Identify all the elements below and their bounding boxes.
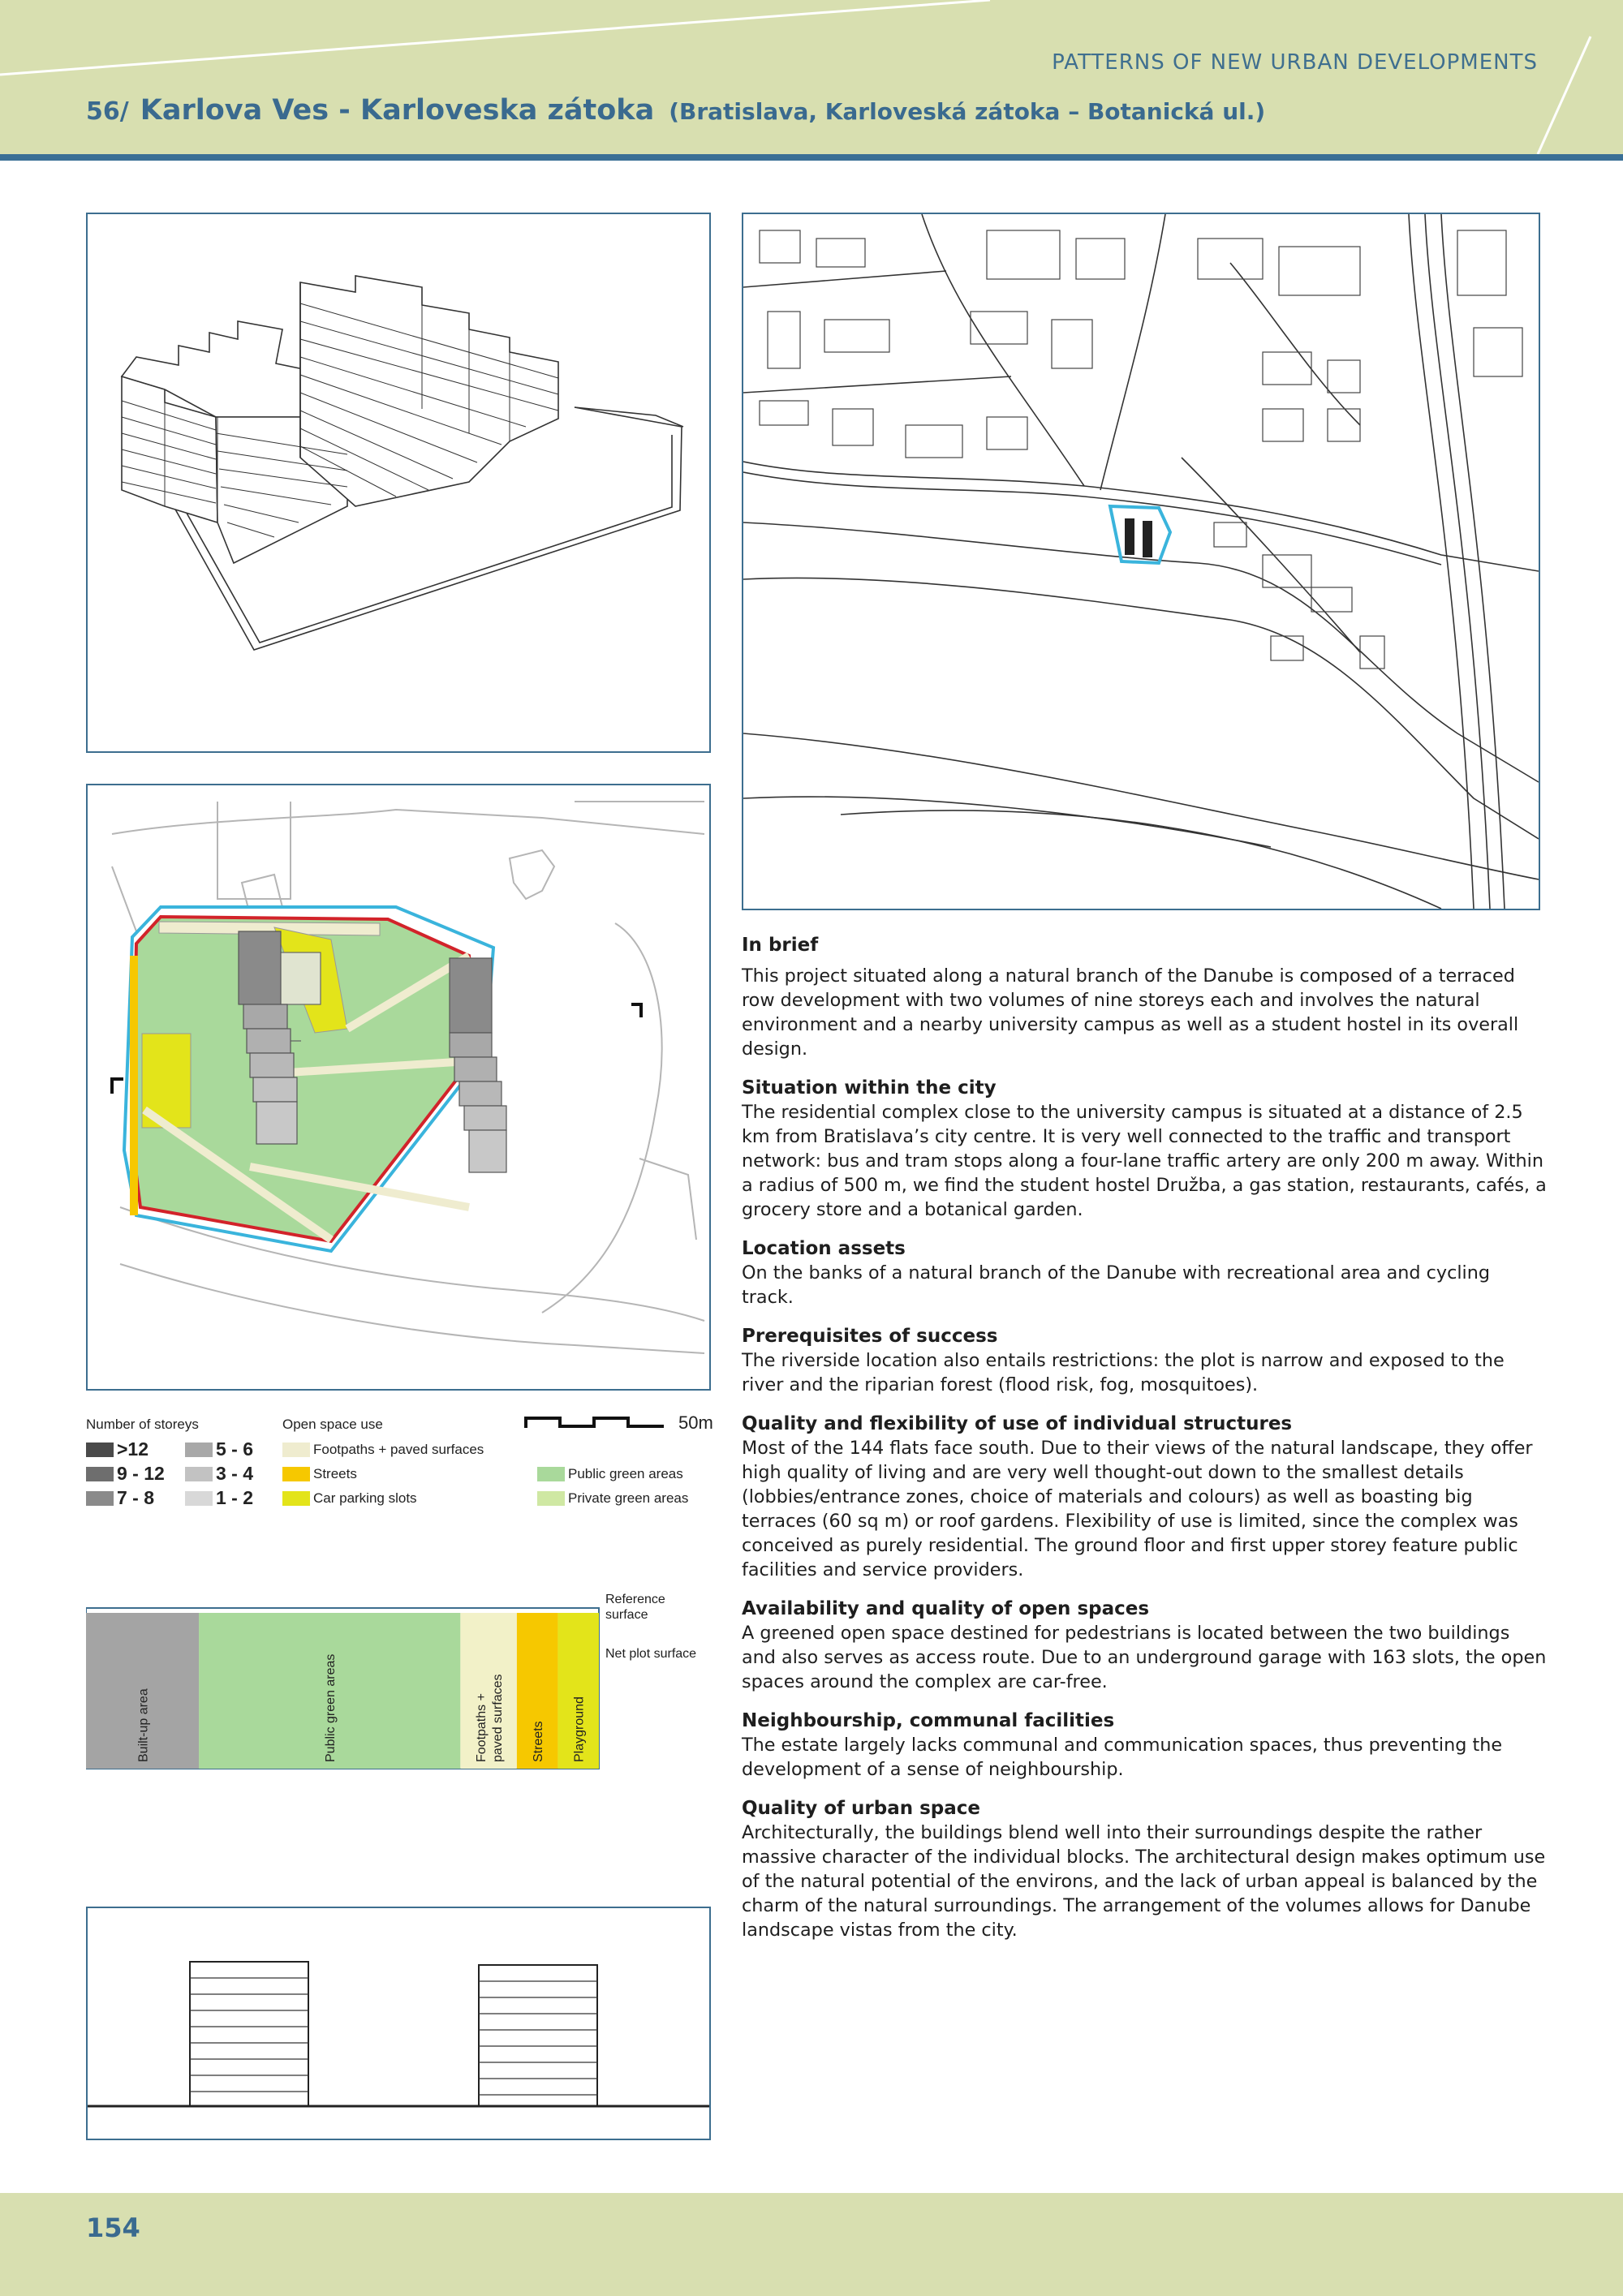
page-title	[86, 94, 1265, 127]
text-column	[742, 933, 1547, 1957]
surface-segment-label: Footpaths +	[475, 1693, 489, 1762]
section-body: A greened open space destined for pedestrians is located between the two buildings and also serves as access route. Due to an underground garage with 163 slots, the open spaces around the complex are car-free.	[742, 1623, 1547, 1692]
open-space-label: Car parking slots	[313, 1490, 417, 1506]
open-space-label: Public green areas	[568, 1466, 683, 1481]
storey-label: >12	[117, 1438, 149, 1460]
plan-legend	[86, 1412, 727, 1517]
net-plot-surface-label: Net plot surface	[605, 1647, 697, 1661]
surface-segment-label: Built-up area	[136, 1688, 151, 1762]
section-body: Architecturally, the buildings blend well into their surroundings despite the rather massive character of the individual blocks. The architectural design makes optimum use of the natural potential of the environs, and the lack of urban appeal is balanced by the charm of the natural surroundings. The arrangement of the volumes allows for Danube landscape vistas from the city.	[742, 1822, 1546, 1941]
surface-segment-label: Playground	[572, 1696, 587, 1762]
series-title: PATTERNS OF NEW URBAN DEVELOPMENTS	[1052, 50, 1538, 75]
streets-swatch	[282, 1467, 310, 1481]
open-space-legend-title: Open space use	[282, 1417, 383, 1432]
chapter-number: 56/	[86, 97, 129, 126]
section-heading: Quality and flexibility of use of individual structures	[742, 1413, 1293, 1434]
section-elevation-drawing	[88, 1908, 709, 2139]
surface-segment-label: Streets	[532, 1721, 546, 1762]
surface-segment-label: paved surfaces	[491, 1674, 506, 1762]
storey-swatch	[185, 1491, 213, 1506]
surface-segment	[460, 1613, 517, 1769]
open-space-label: Streets	[313, 1466, 357, 1481]
section-body: Most of the 144 flats face south. Due to their views of the natural landscape, they offer high quality of living and are very well thought-out down to the smallest details (lobbies/entrance zones, choice of materials and colours) as well as boasting big terraces (60 sq m) or roof gardens. Flexibility of use is limited, since the complex was conceived as purely residential. The ground floor and first upper storey feature public facilities and service providers.	[742, 1438, 1533, 1580]
storey-label: 3 - 4	[216, 1463, 254, 1484]
project-location: (Bratislava, Karloveská zátoka – Botanická ul.)	[669, 98, 1266, 125]
storey-label: 5 - 6	[216, 1438, 254, 1460]
section-body: The residential complex close to the university campus is situated at a distance of 2.5 km from Bratislava’s city centre. It is very well connected to the traffic and transport network: bus and tram stops along a four-lane traffic artery are only 200 m away. Within a radius of 500 m, we find the student hostel Družba, a gas station, restaurants, cafés, a grocery store and a botanical garden.	[742, 1102, 1547, 1220]
public-green-swatch	[537, 1467, 565, 1481]
reference-surface-label: Reference surface	[605, 1593, 665, 1622]
section-body: The riverside location also entails restrictions: the plot is narrow and exposed to the river and the riparian forest (flood risk, fog, mosquitoes).	[742, 1350, 1505, 1395]
storey-label: 7 - 8	[117, 1487, 155, 1508]
location-map-figure	[742, 213, 1540, 910]
storey-label: 1 - 2	[216, 1487, 254, 1508]
section-heading: In brief	[742, 935, 819, 956]
scale-label: 50m	[678, 1412, 713, 1433]
open-space-label: Private green areas	[568, 1490, 689, 1506]
axonometric-figure	[86, 213, 711, 753]
section-heading: Location assets	[742, 1238, 906, 1259]
open-space-label: Footpaths + paved surfaces	[313, 1442, 484, 1457]
site-plan-figure	[86, 784, 711, 1391]
section-heading: Availability and quality of open spaces	[742, 1598, 1150, 1619]
section-heading: Neighbourship, communal facilities	[742, 1710, 1115, 1731]
section-elevation-figure	[86, 1907, 711, 2140]
section-heading: Quality of urban space	[742, 1798, 981, 1819]
project-name: Karlova Ves - Karloveska zátoka	[140, 94, 655, 127]
section-heading: Prerequisites of success	[742, 1326, 998, 1347]
surface-bar-svg	[86, 1589, 605, 1783]
header-rule	[0, 154, 1623, 161]
page-header	[0, 0, 1623, 154]
location-map-drawing	[743, 214, 1539, 909]
page-footer	[0, 2193, 1623, 2296]
axonometric-drawing	[88, 214, 709, 751]
scale-bar-icon	[524, 1413, 670, 1433]
parking-swatch	[282, 1491, 310, 1506]
section-heading: Situation within the city	[742, 1077, 997, 1099]
storey-swatch	[86, 1467, 114, 1481]
surface-distribution-chart	[86, 1589, 727, 1783]
private-green-swatch	[537, 1491, 565, 1506]
footpaths-swatch	[282, 1443, 310, 1457]
page-number: 154	[86, 2212, 140, 2243]
section-body: On the banks of a natural branch of the Danube with recreational area and cycling track.	[742, 1262, 1491, 1308]
storeys-legend-title: Number of storeys	[86, 1417, 199, 1432]
header-decoration	[0, 0, 1623, 154]
section-body: The estate largely lacks communal and communication spaces, thus preventing the development of a sense of neighbourship.	[742, 1735, 1503, 1780]
storey-swatch	[86, 1491, 114, 1506]
site-plan-drawing	[88, 785, 709, 1389]
surface-segment-label: Public green areas	[324, 1653, 338, 1762]
storey-label: 9 - 12	[117, 1463, 165, 1484]
storey-swatch	[86, 1443, 114, 1457]
storey-swatch	[185, 1443, 213, 1457]
section-body: This project situated along a natural branch of the Danube is composed of a terraced row development with two volumes of nine storeys each and involves the natural environment and a nearby university campus as well as a student hostel in its overall design.	[742, 965, 1519, 1060]
storey-swatch	[185, 1467, 213, 1481]
